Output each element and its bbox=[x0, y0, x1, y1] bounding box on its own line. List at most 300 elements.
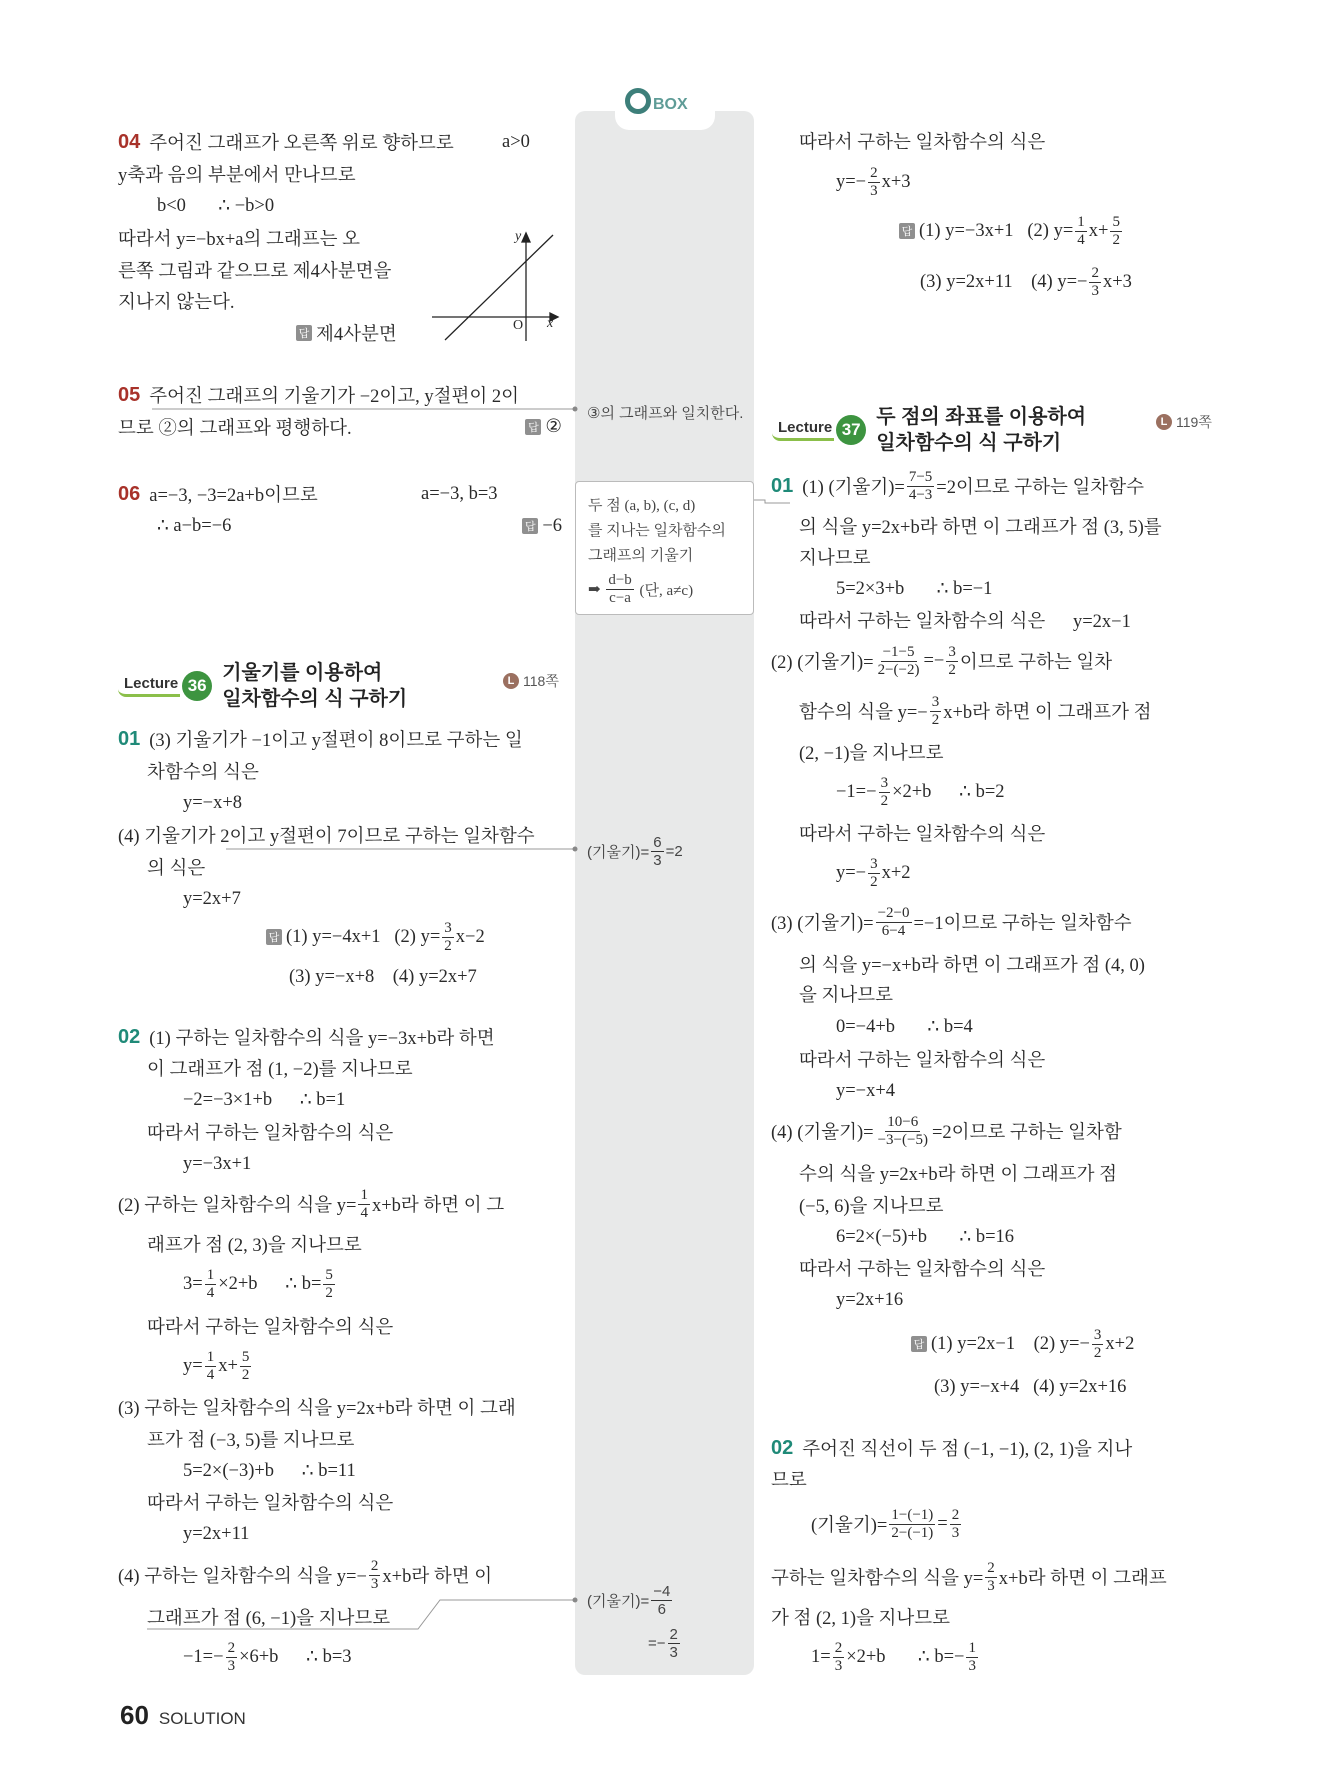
fraction bbox=[651, 1583, 672, 1618]
line bbox=[147, 1489, 393, 1515]
line bbox=[799, 544, 870, 570]
numerator: 1 bbox=[360, 1186, 368, 1203]
numerator: 3 bbox=[444, 919, 452, 936]
text-run: 따라서 구하는 일차함수의 식은 bbox=[799, 1051, 1046, 1071]
graph-figure bbox=[432, 233, 558, 341]
page-number: 60 bbox=[120, 1700, 149, 1730]
text-run: (1) y=2x−1 (2) y=− bbox=[931, 1333, 1090, 1354]
text-run: 주어진 직선이 두 점 (−1, −1), (2, 1)을 지나 bbox=[802, 1440, 1133, 1460]
line bbox=[811, 1639, 980, 1674]
text-run: y=− bbox=[836, 171, 867, 192]
numerator: 3 bbox=[870, 855, 878, 872]
answer-icon: 답 bbox=[266, 929, 282, 945]
problem-number: 02 bbox=[771, 1436, 794, 1459]
fraction bbox=[985, 1560, 997, 1595]
page-ref-text: 118쪽 bbox=[523, 673, 559, 689]
text-run: (2) 구하는 일차함수의 식을 y= bbox=[118, 1196, 357, 1216]
answer-line bbox=[934, 1374, 1126, 1400]
page-reference bbox=[503, 671, 559, 691]
text-run: 의 식은 bbox=[147, 859, 206, 879]
line bbox=[836, 576, 992, 602]
text-run: 따라서 구하는 일차함수의 식은 bbox=[147, 1124, 394, 1144]
line bbox=[799, 1046, 1045, 1072]
numerator: 3 bbox=[1093, 1326, 1102, 1343]
line bbox=[118, 288, 234, 314]
text-run: −2=−3×1+b ∴ b=1 bbox=[183, 1090, 346, 1110]
text-run: 므로 ②의 그래프와 평행하다. bbox=[118, 419, 352, 439]
numerator: 3 bbox=[880, 774, 889, 791]
numerator: −1−5 bbox=[882, 643, 915, 660]
numerator: 1−(−1) bbox=[891, 1506, 934, 1523]
answer-icon: 답 bbox=[522, 518, 538, 534]
line bbox=[836, 855, 911, 890]
text-run: (3) (기울기)= bbox=[771, 914, 874, 934]
fraction bbox=[966, 1640, 978, 1675]
fraction bbox=[876, 644, 922, 679]
answer-line bbox=[899, 213, 1124, 248]
text-run: 주어진 그래프가 오른쪽 위로 향하므로 bbox=[149, 134, 454, 154]
denominator: 2 bbox=[241, 1366, 250, 1383]
line bbox=[147, 1231, 362, 1257]
fraction bbox=[651, 834, 663, 869]
text-run: = bbox=[937, 1513, 948, 1534]
line bbox=[771, 904, 1132, 939]
answer-icon: 답 bbox=[525, 419, 541, 435]
numerator: −4 bbox=[653, 1582, 671, 1600]
tip-line bbox=[588, 571, 694, 606]
denominator: 4 bbox=[206, 1284, 215, 1301]
line bbox=[183, 1458, 356, 1484]
problem-number: 06 bbox=[118, 482, 141, 505]
fraction bbox=[226, 1640, 238, 1675]
numerator: 5 bbox=[241, 1348, 250, 1365]
text-run: 그래프가 점 (6, −1)을 지나므로 bbox=[147, 1609, 391, 1629]
fraction bbox=[1075, 214, 1087, 249]
numerator: 3 bbox=[931, 693, 940, 710]
text-run: 래프가 점 (2, 3)을 지나므로 bbox=[147, 1236, 362, 1256]
line bbox=[799, 1255, 1045, 1281]
text-run: ③의 그래프와 일치한다. bbox=[587, 404, 744, 422]
line bbox=[836, 1078, 895, 1104]
denominator: 2 bbox=[948, 661, 956, 678]
tip-line bbox=[588, 491, 695, 517]
fraction bbox=[442, 920, 454, 955]
tip-line bbox=[588, 541, 693, 567]
line bbox=[836, 1287, 903, 1313]
denominator: −3−(−5) bbox=[877, 1131, 928, 1148]
line bbox=[147, 1313, 393, 1339]
text-run: (1) y=−3x+1 (2) y= bbox=[919, 220, 1074, 241]
text-run: 제4사분면 bbox=[316, 325, 397, 345]
line bbox=[771, 1559, 1167, 1594]
denominator: 3 bbox=[370, 1575, 379, 1592]
problem-number: 02 bbox=[118, 1025, 141, 1048]
text-run: x−2 bbox=[455, 926, 485, 947]
line bbox=[118, 726, 523, 752]
denominator: 3 bbox=[987, 1577, 995, 1594]
text-run: 따라서 구하는 일차함수의 식은 bbox=[147, 1494, 394, 1514]
denominator: c−a bbox=[609, 589, 631, 606]
answer-icon: 답 bbox=[296, 325, 312, 341]
text-run: =2이므로 구하는 일차함수 bbox=[936, 478, 1144, 498]
denominator: 2 bbox=[1112, 231, 1120, 248]
line bbox=[118, 1186, 505, 1221]
text-run: 따라서 구하는 일차함수의 식은 bbox=[147, 1318, 394, 1338]
line bbox=[183, 1087, 345, 1113]
text-run: ×2+b ∴ b=2 bbox=[892, 782, 1005, 802]
answer-line bbox=[920, 264, 1132, 299]
fraction bbox=[205, 1349, 217, 1384]
line bbox=[799, 607, 1131, 633]
denominator: 2 bbox=[880, 792, 889, 809]
line bbox=[421, 481, 498, 507]
logo-box-text: BOX bbox=[653, 96, 688, 113]
numerator: d−b bbox=[608, 571, 632, 588]
denominator: 2−(−1) bbox=[891, 1524, 934, 1541]
text-run: y=−x+4 bbox=[836, 1080, 896, 1101]
line bbox=[118, 225, 360, 251]
text-run: (기울기)= bbox=[811, 1516, 888, 1536]
fraction bbox=[606, 572, 633, 607]
line bbox=[799, 693, 1152, 728]
graph-y-label: y bbox=[515, 229, 522, 244]
denominator: 2−(−2) bbox=[877, 661, 920, 678]
denominator: 3 bbox=[834, 1657, 843, 1674]
numerator: 10−6 bbox=[887, 1113, 919, 1130]
line bbox=[147, 854, 205, 880]
text-run: b<0 ∴ −b>0 bbox=[157, 196, 275, 216]
fraction bbox=[930, 694, 942, 729]
text-run: y=2x+11 bbox=[183, 1523, 250, 1544]
text-run: (기울기)= bbox=[587, 843, 650, 861]
text-run: (−5, 6)을 지나므로 bbox=[799, 1197, 944, 1217]
title-line: 일차함수의 식 구하기 bbox=[876, 432, 1062, 454]
l-badge-icon: L bbox=[503, 673, 519, 689]
side-note bbox=[648, 1625, 682, 1661]
text-run: 6=2×(−5)+b ∴ b=16 bbox=[836, 1227, 1015, 1247]
text-run: y=− bbox=[836, 862, 867, 883]
text-run: (1) (기울기)= bbox=[802, 478, 905, 498]
lecture-number-badge: 36 bbox=[182, 671, 212, 701]
text-run: y=−3x+1 bbox=[183, 1153, 252, 1174]
text-run: =− bbox=[648, 1634, 666, 1652]
denominator: 3 bbox=[227, 1657, 236, 1674]
line bbox=[118, 414, 352, 440]
numerator: 7−5 bbox=[908, 468, 933, 485]
text-run: 따라서 구하는 일차함수의 식은 bbox=[799, 133, 1046, 153]
numerator: 3 bbox=[948, 643, 956, 660]
fraction bbox=[946, 644, 958, 679]
numerator: 5 bbox=[1112, 213, 1120, 230]
fraction bbox=[1110, 214, 1122, 249]
title-line: 일차함수의 식 구하기 bbox=[222, 688, 408, 710]
fraction bbox=[950, 1507, 962, 1542]
text-run: (기울기)= bbox=[587, 1592, 650, 1610]
fraction bbox=[876, 905, 912, 940]
numerator: 2 bbox=[227, 1639, 236, 1656]
text-run: =2 bbox=[665, 842, 683, 860]
line bbox=[799, 739, 944, 765]
problem-number: 01 bbox=[771, 474, 794, 497]
text-run: 5=2×3+b ∴ b=−1 bbox=[836, 579, 993, 599]
fraction bbox=[889, 1507, 935, 1542]
lecture-label: Lecture bbox=[772, 419, 834, 441]
text-run: y=2x+7 bbox=[183, 888, 241, 909]
text-run: 수의 식을 y=2x+b라 하면 이 그래프가 점 bbox=[799, 1165, 1117, 1185]
text-run: =−1이므로 구하는 일차함수 bbox=[913, 914, 1132, 934]
line bbox=[799, 513, 1162, 539]
line bbox=[836, 774, 1005, 809]
side-note bbox=[587, 833, 683, 869]
text-run: ∴ a−b=−6 bbox=[157, 516, 232, 536]
line bbox=[771, 1113, 1122, 1148]
denominator: 2 bbox=[444, 937, 452, 954]
text-run: x+ bbox=[1088, 220, 1109, 241]
lecture-title bbox=[876, 404, 1086, 456]
text-run: a>0 bbox=[502, 131, 530, 152]
text-run: 를 지나는 일차함수의 bbox=[588, 522, 726, 539]
numerator: 1 bbox=[968, 1639, 976, 1656]
line bbox=[118, 822, 535, 848]
text-run: −6 bbox=[542, 515, 562, 536]
line bbox=[502, 129, 530, 155]
numerator: 2 bbox=[1091, 264, 1099, 281]
text-run: 따라서 y=−bx+a의 그래프는 오 bbox=[118, 230, 360, 250]
text-run: (3) y=−x+8 (4) y=2x+7 bbox=[289, 966, 477, 987]
text-run: y=−x+8 bbox=[183, 792, 243, 813]
line bbox=[118, 1557, 493, 1592]
text-run: a=−3, −3=2a+b이므로 bbox=[149, 486, 318, 506]
fraction bbox=[205, 1267, 217, 1302]
text-run: 이 그래프가 점 (1, −2)를 지나므로 bbox=[147, 1060, 413, 1080]
answer-line bbox=[296, 320, 397, 346]
denominator: 6 bbox=[657, 1600, 666, 1618]
text-run: ② bbox=[545, 417, 562, 437]
line bbox=[147, 1604, 390, 1630]
line bbox=[157, 513, 231, 539]
text-run: x+b라 하면 이 그래프 bbox=[998, 1569, 1167, 1589]
problem-number: 01 bbox=[118, 727, 141, 750]
text-run: 므로 bbox=[771, 1471, 807, 1491]
text-run: ×2+b ∴ b=− bbox=[846, 1647, 965, 1667]
line bbox=[799, 128, 1045, 154]
numerator: 2 bbox=[834, 1639, 843, 1656]
text-run: x+ bbox=[218, 1355, 238, 1376]
text-run: (2) (기울기)= bbox=[771, 653, 874, 673]
numerator: 2 bbox=[951, 1506, 960, 1523]
line bbox=[799, 1192, 944, 1218]
text-run: x+3 bbox=[1102, 271, 1132, 292]
fraction bbox=[868, 165, 880, 200]
answer-icon: 답 bbox=[899, 223, 915, 239]
text-run: 1= bbox=[811, 1646, 831, 1667]
line bbox=[118, 382, 519, 408]
denominator: 3 bbox=[1091, 282, 1099, 299]
text-run: y= bbox=[183, 1355, 203, 1376]
line bbox=[836, 1014, 973, 1040]
footer-label: SOLUTION bbox=[158, 1709, 246, 1728]
fraction bbox=[879, 775, 891, 810]
line bbox=[183, 886, 241, 912]
numerator: 1 bbox=[206, 1348, 215, 1365]
text-run: 3= bbox=[183, 1273, 203, 1294]
denominator: 4 bbox=[206, 1366, 215, 1383]
line bbox=[118, 129, 454, 155]
text-run: 0=−4+b ∴ b=4 bbox=[836, 1017, 973, 1037]
text-run: ×6+b ∴ b=3 bbox=[239, 1647, 352, 1667]
text-run: ➡ bbox=[588, 581, 605, 598]
answer-line bbox=[289, 964, 477, 990]
line bbox=[118, 1394, 516, 1420]
text-run: 두 점 (a, b), (c, d) bbox=[588, 497, 696, 514]
fraction bbox=[240, 1349, 252, 1384]
text-run: −1=− bbox=[836, 781, 877, 802]
line bbox=[183, 1151, 251, 1177]
line bbox=[771, 468, 1144, 503]
text-run: 구하는 일차함수의 식을 y= bbox=[771, 1569, 984, 1589]
text-run: 따라서 구하는 일차함수의 식은 bbox=[799, 1260, 1046, 1280]
text-run: (3) 기울기가 −1이고 y절편이 8이므로 구하는 일 bbox=[149, 731, 523, 751]
text-run: (4) 기울기가 2이고 y절편이 7이므로 구하는 일차함수 bbox=[118, 827, 535, 847]
text-run: ×2+b ∴ b= bbox=[218, 1274, 322, 1294]
denominator: 2 bbox=[325, 1284, 333, 1301]
line bbox=[147, 1119, 393, 1145]
line bbox=[118, 1024, 495, 1050]
line bbox=[811, 1506, 963, 1541]
numerator: −2−0 bbox=[877, 904, 910, 921]
denominator: 6−4 bbox=[881, 922, 906, 939]
denominator: 3 bbox=[669, 1643, 678, 1661]
text-run: 따라서 구하는 일차함수의 식은 bbox=[799, 825, 1046, 845]
text-run: x+b라 하면 이 그 bbox=[371, 1196, 505, 1216]
text-run: 이므로 구하는 일차 bbox=[959, 653, 1113, 673]
denominator: 2 bbox=[1093, 1344, 1102, 1361]
denominator: 3 bbox=[951, 1524, 960, 1541]
text-run: 른쪽 그림과 같으므로 제4사분면을 bbox=[118, 262, 392, 282]
line bbox=[183, 1521, 249, 1547]
text-run: 함수의 식을 y=− bbox=[799, 703, 928, 723]
denominator: 4 bbox=[360, 1204, 368, 1221]
text-run: (단, a≠c) bbox=[635, 582, 694, 599]
text-run: y=2x+16 bbox=[836, 1289, 904, 1310]
problem-number: 05 bbox=[118, 383, 141, 406]
text-run: a=−3, b=3 bbox=[421, 483, 498, 504]
denominator: 3 bbox=[653, 851, 662, 869]
fraction bbox=[668, 1626, 680, 1661]
numerator: 2 bbox=[870, 164, 878, 181]
line bbox=[771, 1604, 950, 1630]
numerator: 5 bbox=[325, 1266, 333, 1283]
text-run: 지나므로 bbox=[799, 549, 871, 569]
l-badge-icon: L bbox=[1156, 414, 1172, 430]
graph-x-label: x bbox=[547, 316, 554, 331]
line bbox=[771, 1466, 807, 1492]
fraction bbox=[868, 856, 880, 891]
graph-origin-label: O bbox=[513, 318, 524, 333]
text-run: x+b라 하면 이 그래프가 점 bbox=[943, 703, 1152, 723]
numerator: 2 bbox=[669, 1625, 678, 1643]
title-line: 기울기를 이용하여 bbox=[222, 662, 383, 684]
fraction bbox=[369, 1558, 381, 1593]
text-run: −1=− bbox=[183, 1646, 224, 1667]
line bbox=[183, 1266, 337, 1301]
side-note bbox=[587, 399, 743, 425]
line bbox=[836, 1224, 1014, 1250]
text-run: 5=2×(−3)+b ∴ b=11 bbox=[183, 1461, 356, 1481]
text-run: 지나지 않는다. bbox=[118, 293, 235, 313]
line bbox=[799, 981, 893, 1007]
text-run: x+2 bbox=[881, 862, 911, 883]
page-reference bbox=[1156, 412, 1212, 432]
answer-icon: 답 bbox=[911, 1336, 927, 1352]
line bbox=[799, 1160, 1117, 1186]
denominator: 2 bbox=[870, 873, 878, 890]
line bbox=[147, 758, 259, 784]
fraction bbox=[323, 1267, 335, 1302]
text-run: 따라서 구하는 일차함수의 식은 y=2x−1 bbox=[799, 612, 1131, 632]
side-note bbox=[587, 1582, 674, 1618]
page-footer bbox=[120, 1700, 246, 1731]
lecture-label: Lecture bbox=[118, 675, 180, 697]
answer-line bbox=[911, 1326, 1135, 1361]
text-run: 주어진 그래프의 기울기가 −2이고, y절편이 2이 bbox=[149, 387, 519, 407]
line bbox=[183, 1639, 352, 1674]
text-run: (3) y=−x+4 (4) y=2x+16 bbox=[934, 1376, 1127, 1397]
tip-box bbox=[575, 481, 754, 615]
lecture-36-header bbox=[118, 660, 407, 712]
fraction bbox=[833, 1640, 845, 1675]
fraction bbox=[876, 1114, 930, 1149]
line bbox=[118, 257, 391, 283]
numerator: 2 bbox=[987, 1559, 995, 1576]
answer-line bbox=[525, 414, 562, 440]
denominator: 3 bbox=[870, 182, 878, 199]
line bbox=[836, 164, 911, 199]
text-run: 의 식을 y=2x+b라 하면 이 그래프가 점 (3, 5)를 bbox=[799, 518, 1162, 538]
fraction bbox=[907, 469, 934, 504]
fraction bbox=[1089, 265, 1101, 300]
numerator: 1 bbox=[1077, 213, 1085, 230]
line bbox=[147, 1055, 413, 1081]
fraction bbox=[1092, 1327, 1104, 1362]
lecture-37-header bbox=[772, 404, 1086, 456]
text-run: (1) 구하는 일차함수의 식을 y=−3x+b라 하면 bbox=[149, 1029, 495, 1049]
line bbox=[799, 820, 1045, 846]
denominator: 2 bbox=[931, 711, 940, 728]
text-run: x+b라 하면 이 bbox=[382, 1567, 493, 1587]
line bbox=[118, 161, 356, 187]
text-run: =2이므로 구하는 일차함 bbox=[931, 1123, 1122, 1143]
text-run: (3) 구하는 일차함수의 식을 y=2x+b라 하면 이 그래 bbox=[118, 1399, 516, 1419]
text-run: 차함수의 식은 bbox=[147, 763, 259, 783]
line bbox=[157, 193, 274, 219]
line bbox=[771, 643, 1113, 678]
page-ref-text: 119쪽 bbox=[1176, 414, 1212, 430]
lecture-number-badge: 37 bbox=[836, 415, 866, 445]
tip-line bbox=[588, 516, 726, 542]
text-run: y축과 음의 부분에서 만나므로 bbox=[118, 166, 356, 186]
line bbox=[183, 790, 242, 816]
text-run: (4) (기울기)= bbox=[771, 1123, 874, 1143]
line bbox=[118, 481, 318, 507]
text-run: (4) 구하는 일차함수의 식을 y=− bbox=[118, 1567, 367, 1587]
denominator: 4−3 bbox=[908, 486, 933, 503]
text-run: x+2 bbox=[1105, 1333, 1135, 1354]
text-run: 가 점 (2, 1)을 지나므로 bbox=[771, 1609, 951, 1629]
line bbox=[799, 951, 1145, 977]
text-run: 그래프의 기울기 bbox=[588, 547, 694, 564]
text-run: (3) y=2x+11 (4) y=− bbox=[920, 271, 1088, 292]
